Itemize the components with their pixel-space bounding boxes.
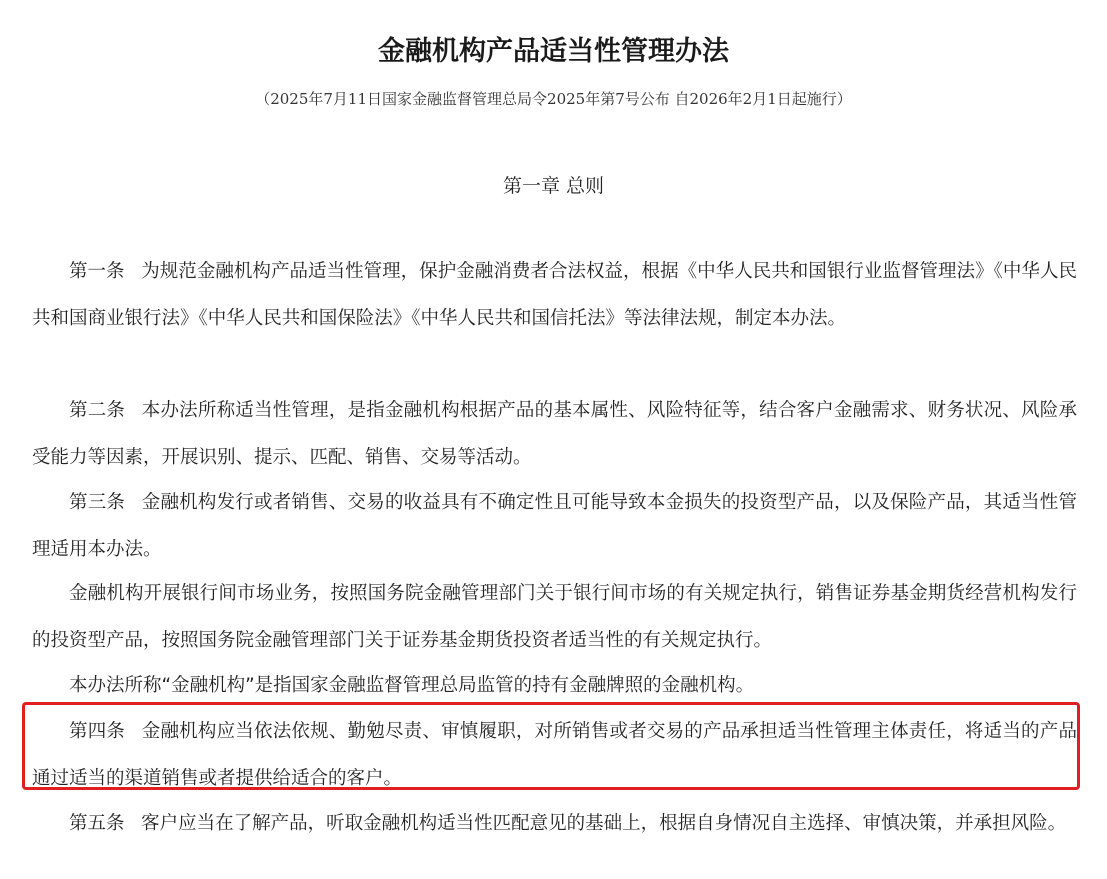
article-text: 为规范金融机构产品适当性管理，保护金融消费者合法权益，根据《中华人民共和国银行业监督管理法》《中华人民共和国商业银行法》《中华人民共和国保险法》《中华人民共和国信托法》等法律法规，制定本办法。 [32,261,1077,329]
article-1 [32,248,1077,342]
article-text: 金融机构应当依法依规、勤勉尽责、审慎履职，对所销售或者交易的产品承担适当性管理主体责任，将适当的产品通过适当的渠道销售或者提供给适合的客户。 [32,721,1077,789]
article-number: 第三条 [69,492,126,513]
document-title: 金融机构产品适当性管理办法 [378,36,729,67]
article-text: 金融机构开展银行间市场业务，按照国务院金融管理部门关于银行间市场的有关规定执行，销售证券基金期货经营机构发行的投资型产品，按照国务院金融管理部门关于证券基金期货投资者适当性的有关规定执行。 [32,583,1077,651]
article-number: 第四条 [69,721,126,742]
article-text: 本办法所称适当性管理，是指金融机构根据产品的基本属性、风险特征等，结合客户金融需求、财务状况、风险承受能力等因素，开展识别、提示、匹配、销售、交易等活动。 [32,400,1077,468]
article-3-paragraph-2 [32,570,1077,664]
article-5 [32,800,1077,847]
article-number: 第五条 [69,813,125,834]
article-2 [32,387,1077,481]
chapter-title: 第一章 总则 [502,175,605,197]
article-text: 本办法所称“金融机构”是指国家金融监督管理总局监管的持有金融牌照的金融机构。 [69,675,755,696]
article-text: 金融机构发行或者销售、交易的收益具有不确定性且可能导致本金损失的投资型产品，以及保险产品，其适当性管理适用本办法。 [32,492,1077,560]
article-3 [32,479,1077,573]
article-text: 客户应当在了解产品，听取金融机构适当性匹配意见的基础上，根据自身情况自主选择、审慎决策，并承担风险。 [141,813,1067,834]
article-number: 第二条 [69,400,126,421]
article-number: 第一条 [69,261,125,282]
document-subtitle: （2025年7月11日国家金融监督管理总局令2025年第7号公布 自2026年2月1日起施行） [255,90,852,108]
article-4 [32,708,1077,802]
article-3-paragraph-3 [32,662,1077,709]
